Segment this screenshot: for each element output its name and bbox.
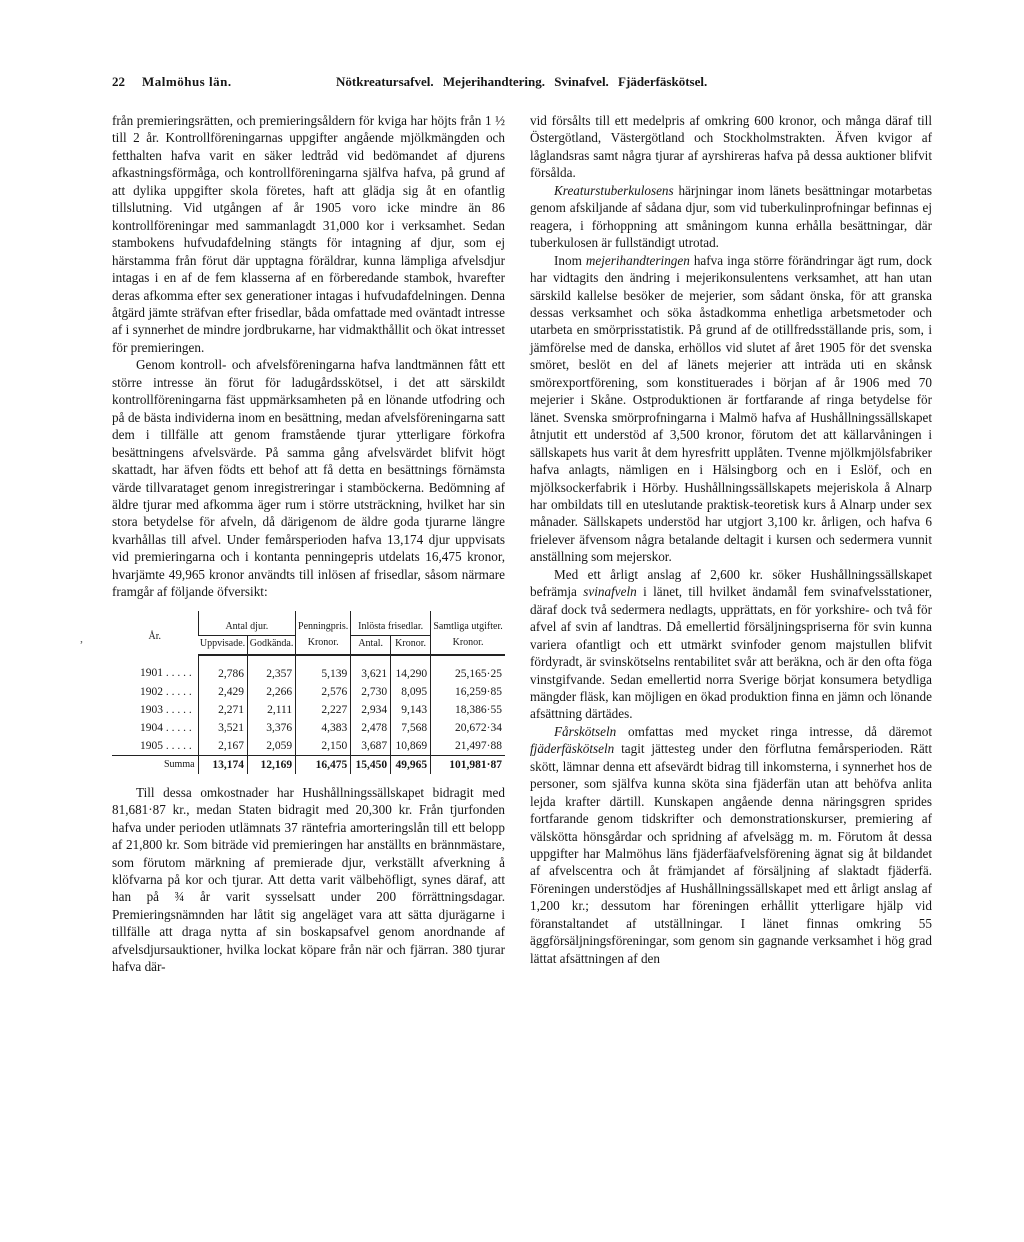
margin-mark: , — [80, 631, 83, 645]
cell-approved: 2,357 — [247, 655, 295, 683]
statistics-table — [112, 611, 505, 774]
paragraph: från premieringsrätten, och premieringsåldern för kviga har höjts från 1 ½ till 2 år. Kontrollföreningarnas uppgifter angående mjölkmängden och fetthalten hafva varit en säker ledtråd vid bedömandet af djurens afkastningsförmåga, och kontrollföreningarna själfva hafva, på grund af att dylika uppgifter skola företes, haft att glädja sig åt en ofantlig tillslutning. Vid utgången af år 1905 voro icke mindre än 86 kontrollföreningar med sammanlagdt 31,000 kor i verksamhet. Sedan stambokens hufvudafdelning stängts för intagning af djur, som ej härstamma från förut där upptagna föräldrar, kunna lämpliga afvelsdjur intagas i en af de fem klasserna af en förberedande stambok, hvarefter deras afkomma efter sex generationer intagas i hufvudafdelningen. Denna åtgärd jämte sträfvan efter frisedlar, båda omfattade med oväntadt intresse af i synnerhet de mindre jordbrukarne, har vidmakthållit och ökat intresset för premieringen. — [112, 113, 505, 355]
cell-year: 1901 . . . . . — [140, 667, 192, 680]
paragraph: Till dessa omkostnader har Hushållningssällskapet bidragit med 81,681·87 kr., medan Staten bidragit med 20,300 kr. Från tjurfonden hafva under perioden utlämnats 37 räntefria amorteringslån till ett belopp af 21,800 kr. Som biträde vid premieringen har anställts en brännmästare, som förutom märkning af premierade djur, verkställt afverkning å klöfvarna på kor och tjurar. Att detta varit välbehöfligt, synes däraf, att han på ¾ år varit sysselsatt under 200 förrättningsdagar. Premieringsnämnden har låtit sig angeläget vara att sätta djurägarne i tillfälle att draga nytta af sin boskapsafvel genom anordnande af afvelsdjursauktioner, hvilka lockat köpare från när och fjärran. 380 tjurar hafva där- — [112, 784, 505, 975]
cell-total: 20,672·34 — [431, 719, 505, 737]
cell-sum-shown: 13,174 — [198, 755, 247, 774]
col-shown-header: Uppvisade. — [198, 635, 247, 655]
cell-sum-redeemed-count: 15,450 — [351, 755, 391, 774]
cell-redeemed-count: 2,478 — [351, 719, 391, 737]
cell-year: 1905 . . . . . — [140, 739, 192, 752]
table-sum-row — [112, 755, 505, 774]
cell-shown: 2,786 — [198, 655, 247, 683]
col-total-unit-header: Kronor. — [431, 635, 505, 655]
county-title: Malmöhus län. — [142, 74, 232, 89]
emphasis: Kreaturstuberkulosens — [554, 182, 674, 198]
paragraph — [530, 182, 932, 252]
emphasis: svinafveln — [583, 584, 637, 600]
cell-redeemed-count: 3,621 — [351, 655, 391, 683]
cell-redeemed-count: 3,687 — [351, 737, 391, 756]
cell-prize: 2,150 — [296, 737, 351, 756]
paragraph-text: Inom — [554, 252, 586, 268]
page-number: 22 — [112, 74, 125, 89]
paragraph: vid försålts till ett medelpris af omkring 600 kronor, och många däraf till Östergötland, Västergötland och Stockholmstrakten. Äfven kvigor af låglandsras samt några tjurar af ayrshireras hafva på dessa auktioner blifvit försålda. — [530, 113, 932, 181]
emphasis: fjäderfäskötseln — [530, 741, 615, 757]
cell-approved: 2,266 — [247, 683, 295, 701]
cell-redeemed-count: 2,730 — [351, 683, 391, 701]
section-topics: Nötkreatursafvel. Mejerihandtering. Svinafvel. Fjäderfäskötsel. — [336, 74, 708, 89]
cell-total: 25,165·25 — [431, 655, 505, 683]
cell-redeemed-count: 2,934 — [351, 701, 391, 719]
cell-redeemed-kronor: 10,869 — [391, 737, 431, 756]
table-row — [112, 701, 505, 719]
paragraph — [530, 566, 932, 723]
paragraph-text: Med ett årligt anslag af 2,600 kr. söker Hushållningssällskapet befrämja — [530, 566, 932, 600]
paragraph-text: tagit jättesteg under den förflutna femårsperioden. Rätt skött, lämnar denna ett afsevärdt bidrag till inkomsterna, i synnerhet hos de personer, som själfva kunna sköta sina fjäderfän utan att behöfva anlita lejda krafter därtill. Kunskapen angående denna näringsgren sprides fortfarande genom tidskrifter och demonstrationskurser, premiering af välskötta hönsgårdar och spridning af afvelsägg m. m. Förutom åt dessa uppgifter har Malmöhus läns fjäderfäafvelsförening ägnat sig åt bildandet af afvelscentra och åt främjandet af försäljning af slaktadt fjäderfä. Föreningen understödjes af Hushållningssällskapet med ett årligt anslag af 1,200 kr.; dessutom har föreningen erhållit ytterligare hjälp vid föranstaltandet af utställningar. I länet finnas omkring 55 äggförsäljningsföreningar, som genom sin gagnande verksamhet i hög grad lättat afsättningen af den — [530, 741, 932, 966]
col-total-group-header: Samtliga utgifter. — [431, 611, 505, 636]
cell-year: 1903 . . . . . — [140, 703, 192, 716]
cell-total: 16,259·85 — [431, 683, 505, 701]
cell-shown: 2,271 — [198, 701, 247, 719]
cell-prize: 4,383 — [296, 719, 351, 737]
cell-shown: 3,521 — [198, 719, 247, 737]
cell-approved: 2,111 — [247, 701, 295, 719]
running-header — [112, 74, 932, 94]
cell-sum-total: 101,981·87 — [431, 755, 505, 774]
table-row — [112, 719, 505, 737]
cell-shown: 2,429 — [198, 683, 247, 701]
col-redeemed-kronor-header: Kronor. — [391, 635, 431, 655]
cell-prize: 5,139 — [296, 655, 351, 683]
paragraph-text: hafva inga större förändringar ägt rum, dock har vidtagits den ändring i mejerikonsulentens verksamhet, att han utan särskild kallelse besöker de mejerier, som sådant önska, för att granska dessas verksamhet och söka åstadkomma enhetliga arbetsmetoder och utarbeta en smörprisstatistik. På grund af de otillfredsställande pris, som, i jämförelse med de danska, erhöllos vid slutet af året 1905 för det svenska smöret, beslöt en del af länets mejerier att inträda uti en skånsk smörexportförening, som konstituerades i början af år 1906 med 70 mejerier i Skåne. Ostproduktionen är fortfarande af ringa betydelse för länet. Svenska smörprofningarna i Malmö hafva af Hushållningssällskapet åtnjutit ett understöd af 3,500 kronor, förutom det att källarvåningen i sällskapets hus varit åt dem hyresfritt upplåten. Tvenne mjölkmjölsfabriker hafva anlagts, nämligen en i Hälsingborg och en i Eslöf, och en mjölksockerfabrik i Hörby. Hushållningssällskapets mejeriskola å Alnarp har ombildats till en uteslutande praktisk-teoretisk kurs å Alnarp under sex månader. Sällskapets understöd har utgjort 3,100 kr. årligen, och hafva 6 frielever äfvensom några betalande deltagit i kursen och sedermera vunnit anställning som mejerskor. — [530, 252, 932, 565]
cell-sum-label: Summa — [112, 755, 198, 774]
table-row — [112, 737, 505, 756]
col-redeemed-count-header: Antal. — [351, 635, 391, 655]
cell-approved: 3,376 — [247, 719, 295, 737]
emphasis: mejerihandteringen — [585, 252, 690, 268]
cell-prize: 2,576 — [296, 683, 351, 701]
paragraph-text: omfattas med mycket ringa intresse, då däremot — [616, 723, 932, 739]
cell-year: 1904 . . . . . — [140, 721, 192, 734]
paragraph: Genom kontroll- och afvelsföreningarna hafva landtmännen fått ett större intresse än förut för ladugårdsskötsel, i det att särskildt kontrollföreningarna fäst uppmärksamheten på en lönande utfodring och på de bästa individerna inom en besättning, medan afvelsföreningarna satt dem i tillfälle att genom framstående tjurar ytterligare förkofra besättningens afvelsvärde. På samma gång afvelsvärdet blifvit högt skattadt, har äfven födts ett behof att få detta en besättnings förnämsta värde tillvarataget genom inregistreringar i stamböckerna. Bedömning af äldre tjurar med afkomma äger rum i större utsträckning, hvilket har sin stora betydelse för afveln, då därigenom de äldre goda tjurarne längre kvarhållas till afvel. Under femårsperioden hafva 13,174 djur uppvisats vid premieringarna och i kontanta penningepris utdelats 16,475 kronor, hvarjämte 49,965 kronor användts till inlösen af frisedlar, såsom närmare framgår af följande öfversikt: — [112, 357, 505, 600]
statistics-table-wrap — [112, 611, 505, 774]
cell-approved: 2,059 — [247, 737, 295, 756]
col-approved-header: Godkända. — [247, 635, 295, 655]
paragraph-text: i länet, till hvilket ändamål fem svinafvelsstationer, däraf dock två sedermera nedlagts, upprättats, en för yorkshire- och två för afvel af svin af landtras. Då emellertid försäljningspriserna för svin kunna variera ofantligt och ett utmärkt svinfoder genom majstullen blifvit fördyradt, är svinskötselns rentabilitet svår att beräkna, och är den ofta föga vinstgifvande. Sedan emellertid norra Sverige börjat konsumera betydliga mängder fläsk, kan möjligen en ökad produktion finna en jämn och lönande afsättning därtädes. — [530, 584, 932, 722]
cell-year: 1902 . . . . . — [140, 685, 192, 698]
cell-sum-approved: 12,169 — [247, 755, 295, 774]
emphasis: Fårskötseln — [554, 723, 617, 739]
cell-shown: 2,167 — [198, 737, 247, 756]
col-year-header: År. — [148, 630, 162, 642]
col-redeemed-group-header: Inlösta frisedlar. — [351, 611, 431, 636]
cell-total: 21,497·88 — [431, 737, 505, 756]
col-prize-group-header: Penningpris. — [296, 611, 351, 636]
paragraph-text: härjningar inom länets besättningar motarbetas genom afskiljande af sådana djur, som vid tuberkulinprofningar befinnas ej reagera, i förhoppning att småningom kunna erhålla besättningar, där tuberkulosen är fullständigt utrotad. — [530, 182, 932, 251]
cell-redeemed-kronor: 8,095 — [391, 683, 431, 701]
table-row — [112, 655, 505, 683]
cell-redeemed-kronor: 7,568 — [391, 719, 431, 737]
cell-prize: 2,227 — [296, 701, 351, 719]
col-count-group-header: Antal djur. — [198, 611, 296, 636]
table-row — [112, 683, 505, 701]
right-column — [530, 112, 932, 967]
left-column — [112, 112, 505, 976]
paragraph — [530, 723, 932, 967]
cell-redeemed-kronor: 9,143 — [391, 701, 431, 719]
cell-sum-prize: 16,475 — [296, 755, 351, 774]
cell-sum-redeemed-kronor: 49,965 — [391, 755, 431, 774]
col-prize-unit-header: Kronor. — [296, 635, 351, 655]
cell-redeemed-kronor: 14,290 — [391, 655, 431, 683]
cell-total: 18,386·55 — [431, 701, 505, 719]
paragraph — [530, 252, 932, 566]
